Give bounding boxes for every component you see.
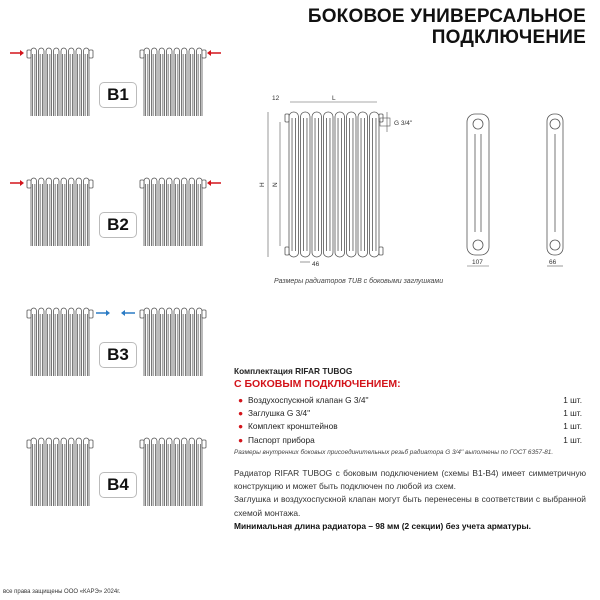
kit-section — [234, 366, 582, 456]
kit-item-name — [238, 421, 338, 431]
page-title — [308, 6, 586, 48]
scheme-label: B3 — [99, 342, 137, 368]
dim-n-label: N — [272, 182, 279, 187]
kit-item-qty: 1 шт. — [563, 421, 582, 432]
dim-12-label: 12 — [272, 95, 280, 102]
kit-note: Размеры внутренних боковых присоединительных резьб радиатора G 3/4'' выполнены по ГОСТ 6357-81. — [234, 449, 554, 457]
arrow-right-icon — [10, 50, 24, 56]
kit-item-name — [238, 395, 369, 405]
kit-item — [234, 393, 582, 406]
arrow-right-icon — [10, 180, 24, 186]
radiator-icon — [140, 308, 206, 376]
kit-item-qty: 1 шт. — [563, 394, 582, 405]
radiator-icon — [140, 178, 206, 246]
kit-item-qty: 1 шт. — [563, 434, 582, 445]
radiator-icon — [140, 48, 206, 116]
side-view-wide — [467, 114, 489, 255]
radiator-icon — [27, 178, 93, 246]
kit-heading: Комплектация RIFAR TUBOG — [234, 366, 353, 376]
radiator-icon — [140, 438, 206, 506]
arrow-left-icon — [207, 50, 221, 56]
arrow-left-icon — [121, 310, 135, 316]
bullet-icon: ● — [238, 407, 244, 418]
side-view-narrow — [547, 114, 563, 255]
kit-item — [234, 406, 582, 419]
bullet-icon: ● — [238, 394, 244, 405]
kit-item-name — [238, 435, 315, 445]
radiator-icon — [27, 438, 93, 506]
kit-item — [234, 433, 582, 446]
title-line-2: ПОДКЛЮЧЕНИЕ — [431, 27, 586, 48]
dim-46-label: 46 — [312, 261, 320, 268]
description-p2: Заглушка и воздухоспускной клапан могут быть перенесены в соответствии с выбранной схемой монтажа. — [234, 494, 586, 518]
scheme-label: B4 — [99, 472, 137, 498]
bullet-icon: ● — [238, 434, 244, 445]
dim-66-label: 66 — [549, 259, 557, 266]
scheme-label: B1 — [99, 82, 137, 108]
kit-item — [234, 420, 582, 433]
title-line-1: БОКОВОЕ УНИВЕРСАЛЬНОЕ — [307, 6, 586, 27]
kit-item-qty: 1 шт. — [563, 407, 582, 418]
description-p3: Минимальная длина радиатора – 98 мм (2 секции) без учета арматуры. — [234, 520, 531, 531]
radiator-icon — [285, 112, 383, 257]
dimension-drawing — [250, 90, 600, 280]
scheme-b2 — [0, 136, 230, 246]
dim-h-label: H — [259, 182, 266, 187]
copyright: все права защищены ООО «КАРЭ» 2024г. — [3, 589, 121, 595]
kit-list — [234, 393, 582, 446]
kit-item-label: Воздухоспускной клапан G 3/4'' — [248, 394, 369, 405]
thread-label: G 3/4'' — [394, 120, 413, 127]
kit-item-label: Паспорт прибора — [248, 434, 315, 445]
description — [234, 467, 586, 533]
dim-107-label: 107 — [472, 259, 483, 266]
description-p1: Радиатор RIFAR TUBOG с боковым подключением (схемы В1-В4) имеет симметричную конструкцию и может быть подключен по любой из схем. — [234, 468, 586, 492]
kit-item-name — [238, 408, 310, 418]
arrow-right-icon — [96, 310, 110, 316]
kit-item-label: Комплект кронштейнов — [248, 421, 338, 432]
dim-l-label: L — [332, 95, 336, 102]
radiator-icon — [27, 48, 93, 116]
bullet-icon: ● — [238, 421, 244, 432]
scheme-label: B2 — [99, 212, 137, 238]
scheme-b1 — [0, 6, 230, 116]
scheme-b4 — [0, 396, 230, 506]
kit-subheading: С БОКОВЫМ ПОДКЛЮЧЕНИЕМ: — [234, 378, 401, 390]
radiator-icon — [27, 308, 93, 376]
scheme-b3 — [0, 266, 230, 376]
drawing-caption: Размеры радиаторов TUB с боковыми заглушками — [274, 278, 444, 285]
kit-item-label: Заглушка G 3/4'' — [248, 407, 311, 418]
arrow-left-icon — [207, 180, 221, 186]
